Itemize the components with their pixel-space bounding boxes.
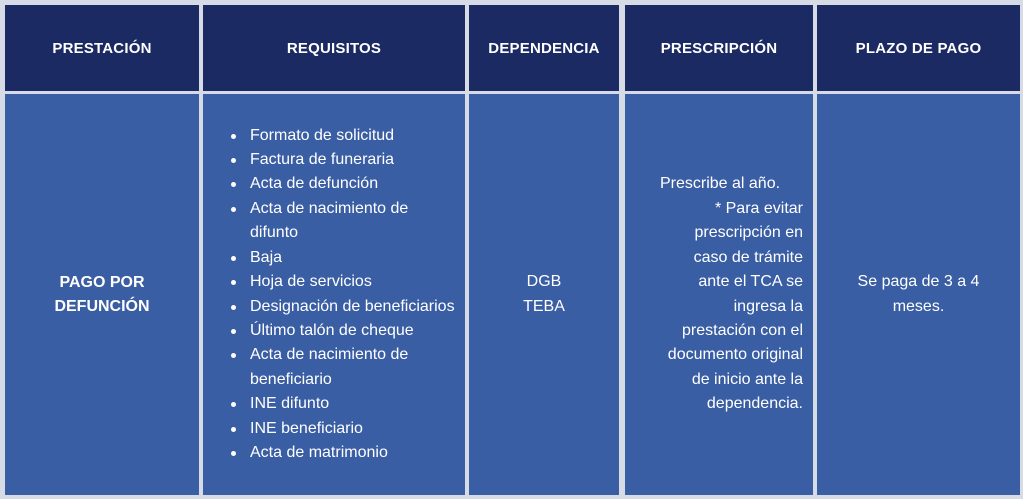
cell-plazo [817,94,1020,495]
dependencia-line: TEBA [523,297,565,315]
list-item: Acta de nacimiento de beneficiario [229,343,455,392]
header-requisitos-label: REQUISITOS [286,39,382,57]
prestacion-value [54,271,149,319]
dependencia-line: DGB [526,273,562,291]
prescripcion-line: de inicio ante la [691,370,803,388]
plazo-value: Se paga de 3 a 4 meses. [857,273,980,315]
header-plazo-label: PLAZO DE PAGO [855,39,982,57]
prescripcion-line: prestación con el [682,321,803,339]
prestacion-line: DEFUNCIÓN [54,297,150,315]
prescripcion-line: prescripción en [694,224,803,242]
prestacion-line: PAGO POR [59,273,145,291]
header-plazo [817,5,1020,91]
list-item: Formato de solicitud [229,124,455,148]
prescripcion-line: ingresa la [733,297,803,315]
list-item: INE difunto [229,392,455,416]
header-dependencia [469,5,619,91]
prescripcion-first-line: Prescribe al año. [659,175,781,193]
cell-dependencia [469,94,619,495]
list-item: Acta de matrimonio [229,441,455,465]
prescripcion-line: * Para evitar [714,199,803,217]
prescripcion-value [625,172,813,416]
list-item: Hoja de servicios [229,270,455,294]
header-dependencia-label: DEPENDENCIA [488,39,600,57]
header-requisitos [203,5,465,91]
header-prestacion-label: PRESTACIÓN [52,39,152,57]
list-item: Factura de funeraria [229,148,455,172]
cell-prestacion [5,94,199,495]
list-item: INE beneficiario [229,417,455,441]
requisitos-list [203,124,465,466]
cell-prescripcion [625,94,813,495]
list-item: Acta de defunción [229,172,455,196]
prescripcion-line: documento original [667,346,803,364]
cell-requisitos [203,94,465,495]
prescripcion-line: caso de trámite [693,248,803,266]
list-item: Baja [229,246,455,270]
prescripcion-line: ante el TCA se [698,273,803,291]
prescripcion-line: dependencia. [706,395,803,413]
header-prestacion [5,5,199,91]
list-item: Acta de nacimiento de difunto [229,197,455,246]
list-item: Último talón de cheque [229,319,455,343]
dependencia-value [523,270,565,319]
list-item: Designación de beneficiarios [229,295,455,319]
header-prescripcion-label: PRESCRIPCIÓN [660,39,778,57]
header-prescripcion [625,5,813,91]
